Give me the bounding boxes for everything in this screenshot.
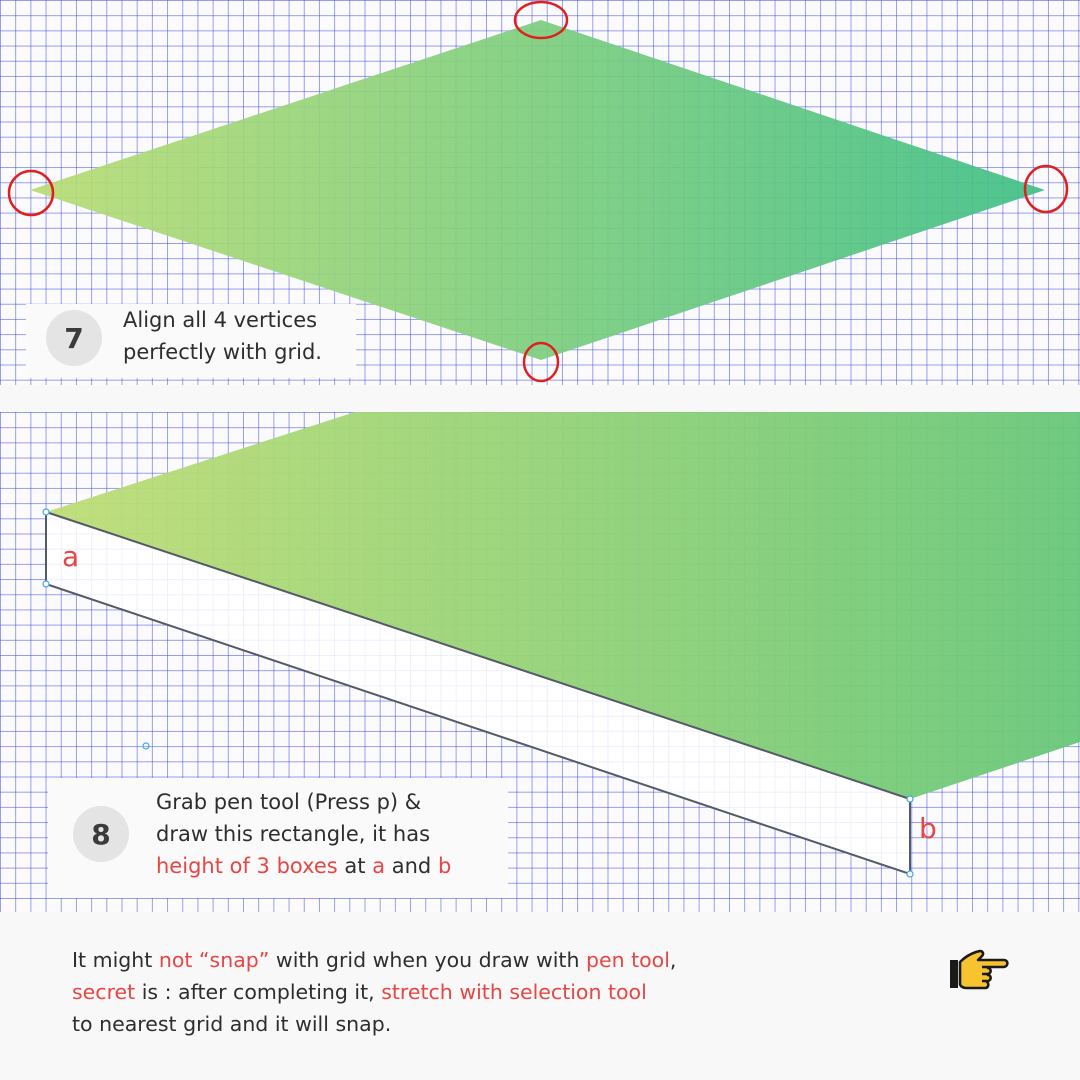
height-highlight: height of 3 boxes <box>156 854 338 878</box>
connector-text: and <box>385 854 438 878</box>
step8-line1: Grab pen tool (Press p) & <box>156 790 422 814</box>
step7-line1: Align all 4 vertices <box>123 308 318 332</box>
step7-line2: perfectly with grid. <box>123 340 322 364</box>
pointing-hand-icon <box>944 946 1012 994</box>
step8-line2: draw this rectangle, it has <box>156 822 431 846</box>
step8-instruction <box>156 786 451 882</box>
anchor-point <box>143 743 149 749</box>
footer-tip <box>72 944 832 1040</box>
label-a: a <box>62 540 80 573</box>
footer-line3: to nearest grid and it will snap. <box>72 1012 392 1036</box>
step-number-badge: 8 <box>73 806 129 862</box>
connector-text: at <box>337 854 373 878</box>
step7-instruction <box>123 304 322 368</box>
anchor-point <box>43 581 49 587</box>
anchor-point <box>43 509 49 515</box>
highlight-a: a <box>372 854 386 878</box>
footer-line1: It might not “snap” with grid when you draw with pen tool, <box>72 948 677 972</box>
footer-line2: secret is : after completing it, stretch with selection tool <box>72 980 647 1004</box>
step8-line3 <box>156 850 451 882</box>
step-number-badge: 7 <box>46 310 102 366</box>
label-b: b <box>919 812 937 845</box>
anchor-point <box>907 796 913 802</box>
anchor-point <box>907 871 913 877</box>
highlight-b: b <box>437 854 452 878</box>
